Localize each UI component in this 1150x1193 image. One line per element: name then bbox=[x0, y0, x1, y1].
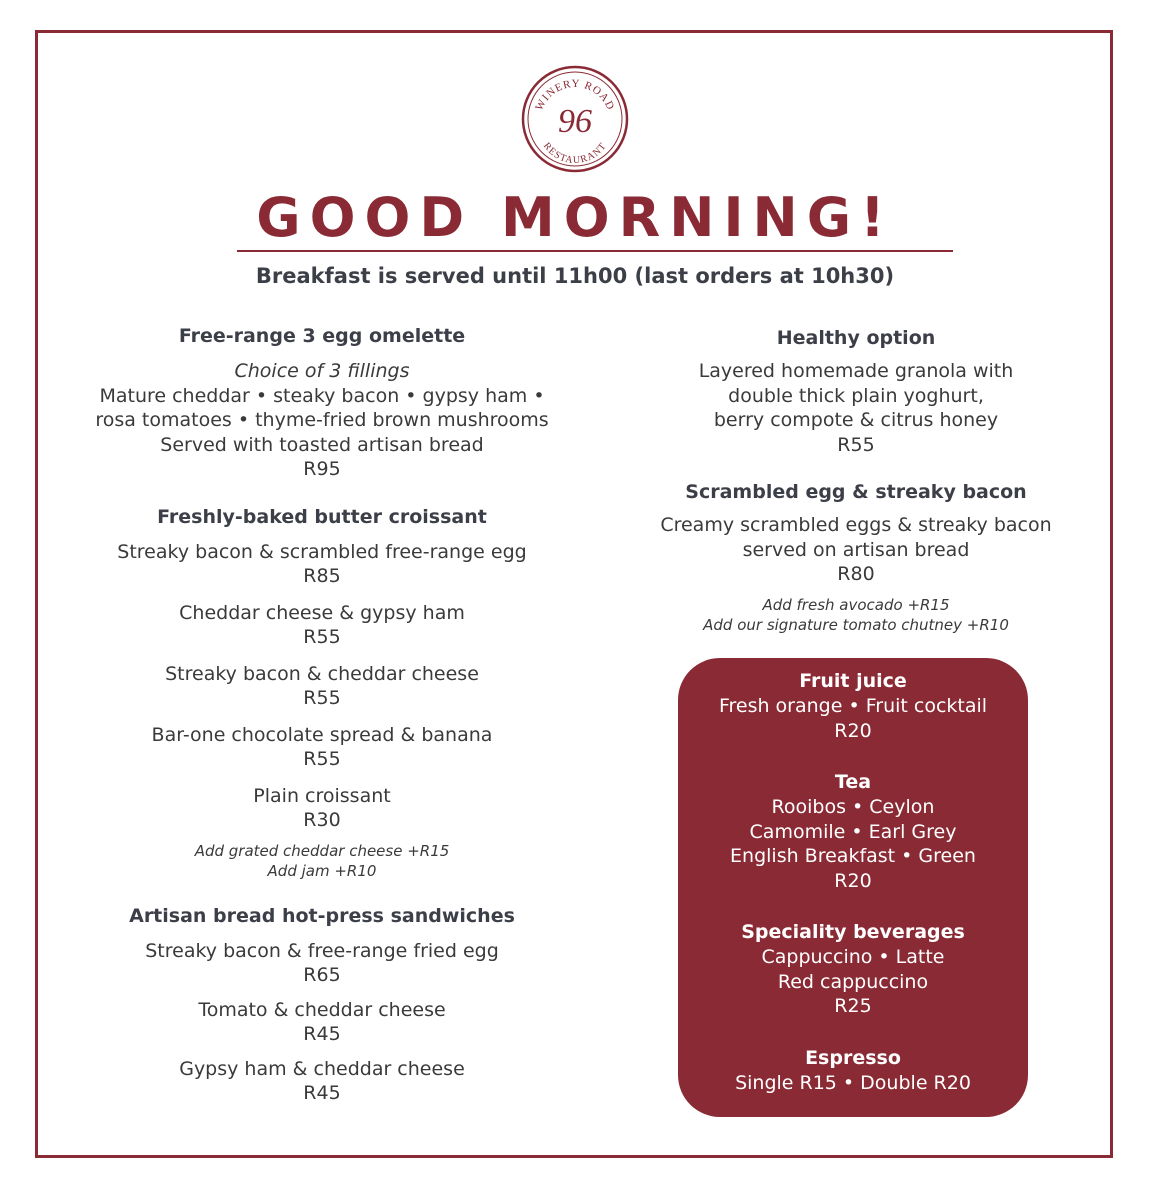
drinks-heading: Fruit juice bbox=[799, 670, 907, 692]
menu-extra: Add jam +R10 bbox=[267, 861, 377, 880]
omelette-section bbox=[62, 323, 582, 482]
drinks-heading: Espresso bbox=[805, 1046, 901, 1069]
drinks-line: Cappuccino • Latte bbox=[761, 946, 945, 968]
menu-price: R55 bbox=[303, 687, 341, 709]
drinks-line: Camomile • Earl Grey bbox=[749, 820, 957, 843]
menu-price: R85 bbox=[303, 565, 341, 587]
drinks-price: R20 bbox=[834, 719, 872, 742]
menu-extra: Add fresh avocado +R15 bbox=[762, 595, 950, 614]
drinks-line: Rooibos • Ceylon bbox=[771, 796, 935, 818]
menu-price: R55 bbox=[303, 748, 341, 770]
menu-line: double thick plain yoghurt, bbox=[728, 384, 984, 407]
menu-price: R45 bbox=[303, 1082, 341, 1104]
menu-item-name: Bar-one chocolate spread & banana bbox=[151, 723, 493, 746]
logo-number: 96 bbox=[558, 103, 592, 140]
menu-line: served on artisan bread bbox=[742, 538, 970, 561]
section-heading: Artisan bread hot-press sandwiches bbox=[129, 904, 515, 927]
restaurant-logo bbox=[520, 64, 630, 174]
menu-item-name: Streaky bacon & cheddar cheese bbox=[165, 662, 479, 685]
svg-text:RESTAURANT bbox=[541, 141, 609, 167]
menu-price: R45 bbox=[303, 1023, 341, 1045]
menu-price: R65 bbox=[303, 964, 341, 986]
drinks-price: R25 bbox=[834, 995, 872, 1017]
section-heading: Free-range 3 egg omelette bbox=[178, 325, 466, 347]
section-heading: Scrambled egg & streaky bacon bbox=[685, 481, 1027, 503]
scrambled-section bbox=[596, 479, 1116, 635]
menu-price: R55 bbox=[837, 433, 875, 456]
service-hours: Breakfast is served until 11h00 (last orders at 10h30) bbox=[255, 264, 895, 288]
drinks-heading: Tea bbox=[834, 771, 872, 793]
menu-item-name: Plain croissant bbox=[253, 784, 391, 807]
croissant-section bbox=[62, 504, 582, 881]
left-column bbox=[62, 323, 582, 1106]
drinks-line: Red cappuccino bbox=[777, 970, 929, 993]
drinks-line: Single R15 • Double R20 bbox=[735, 1071, 971, 1094]
menu-line: berry compote & citrus honey bbox=[713, 409, 999, 431]
menu-price: R55 bbox=[303, 626, 341, 648]
menu-line: Layered homemade granola with bbox=[698, 360, 1014, 382]
healthy-section bbox=[596, 325, 1116, 457]
sandwiches-section bbox=[62, 903, 582, 1106]
drinks-line: Fresh orange • Fruit cocktail bbox=[718, 695, 988, 717]
menu-line: rosa tomatoes • thyme-fried brown mushrooms bbox=[95, 409, 549, 431]
section-heading: Healthy option bbox=[776, 327, 936, 349]
menu-line: Mature cheddar • steaky bacon • gypsy ham • bbox=[99, 384, 545, 407]
drinks-price: R20 bbox=[834, 869, 872, 892]
menu-line: Creamy scrambled eggs & streaky bacon bbox=[660, 514, 1052, 536]
right-column bbox=[596, 325, 1116, 635]
section-heading: Freshly-baked butter croissant bbox=[157, 505, 487, 528]
menu-item-name: Gypsy ham & cheddar cheese bbox=[179, 1057, 465, 1080]
title-divider bbox=[237, 250, 953, 252]
menu-extra: Add grated cheddar cheese +R15 bbox=[194, 841, 450, 860]
menu-extra: Add our signature tomato chutney +R10 bbox=[703, 615, 1009, 634]
menu-price: R80 bbox=[837, 563, 875, 585]
menu-item-name: Streaky bacon & free-range fried egg bbox=[145, 939, 499, 962]
menu-item-name: Streaky bacon & scrambled free-range egg bbox=[117, 540, 527, 563]
drinks-panel bbox=[678, 658, 1028, 1117]
menu-price: R30 bbox=[303, 809, 341, 831]
page-title: GOOD MORNING! bbox=[256, 186, 894, 249]
menu-item-name: Cheddar cheese & gypsy ham bbox=[179, 601, 465, 624]
menu-line: Served with toasted artisan bread bbox=[160, 433, 484, 456]
menu-price: R95 bbox=[303, 458, 341, 480]
drinks-line: English Breakfast • Green bbox=[730, 845, 976, 867]
logo-bottom-text: RESTAURANT bbox=[540, 140, 610, 167]
logo-top-text: WINERY ROAD bbox=[533, 77, 617, 113]
menu-item-name: Tomato & cheddar cheese bbox=[198, 998, 446, 1021]
omelette-choice: Choice of 3 fillings bbox=[234, 360, 410, 382]
drinks-heading: Speciality beverages bbox=[741, 921, 965, 943]
